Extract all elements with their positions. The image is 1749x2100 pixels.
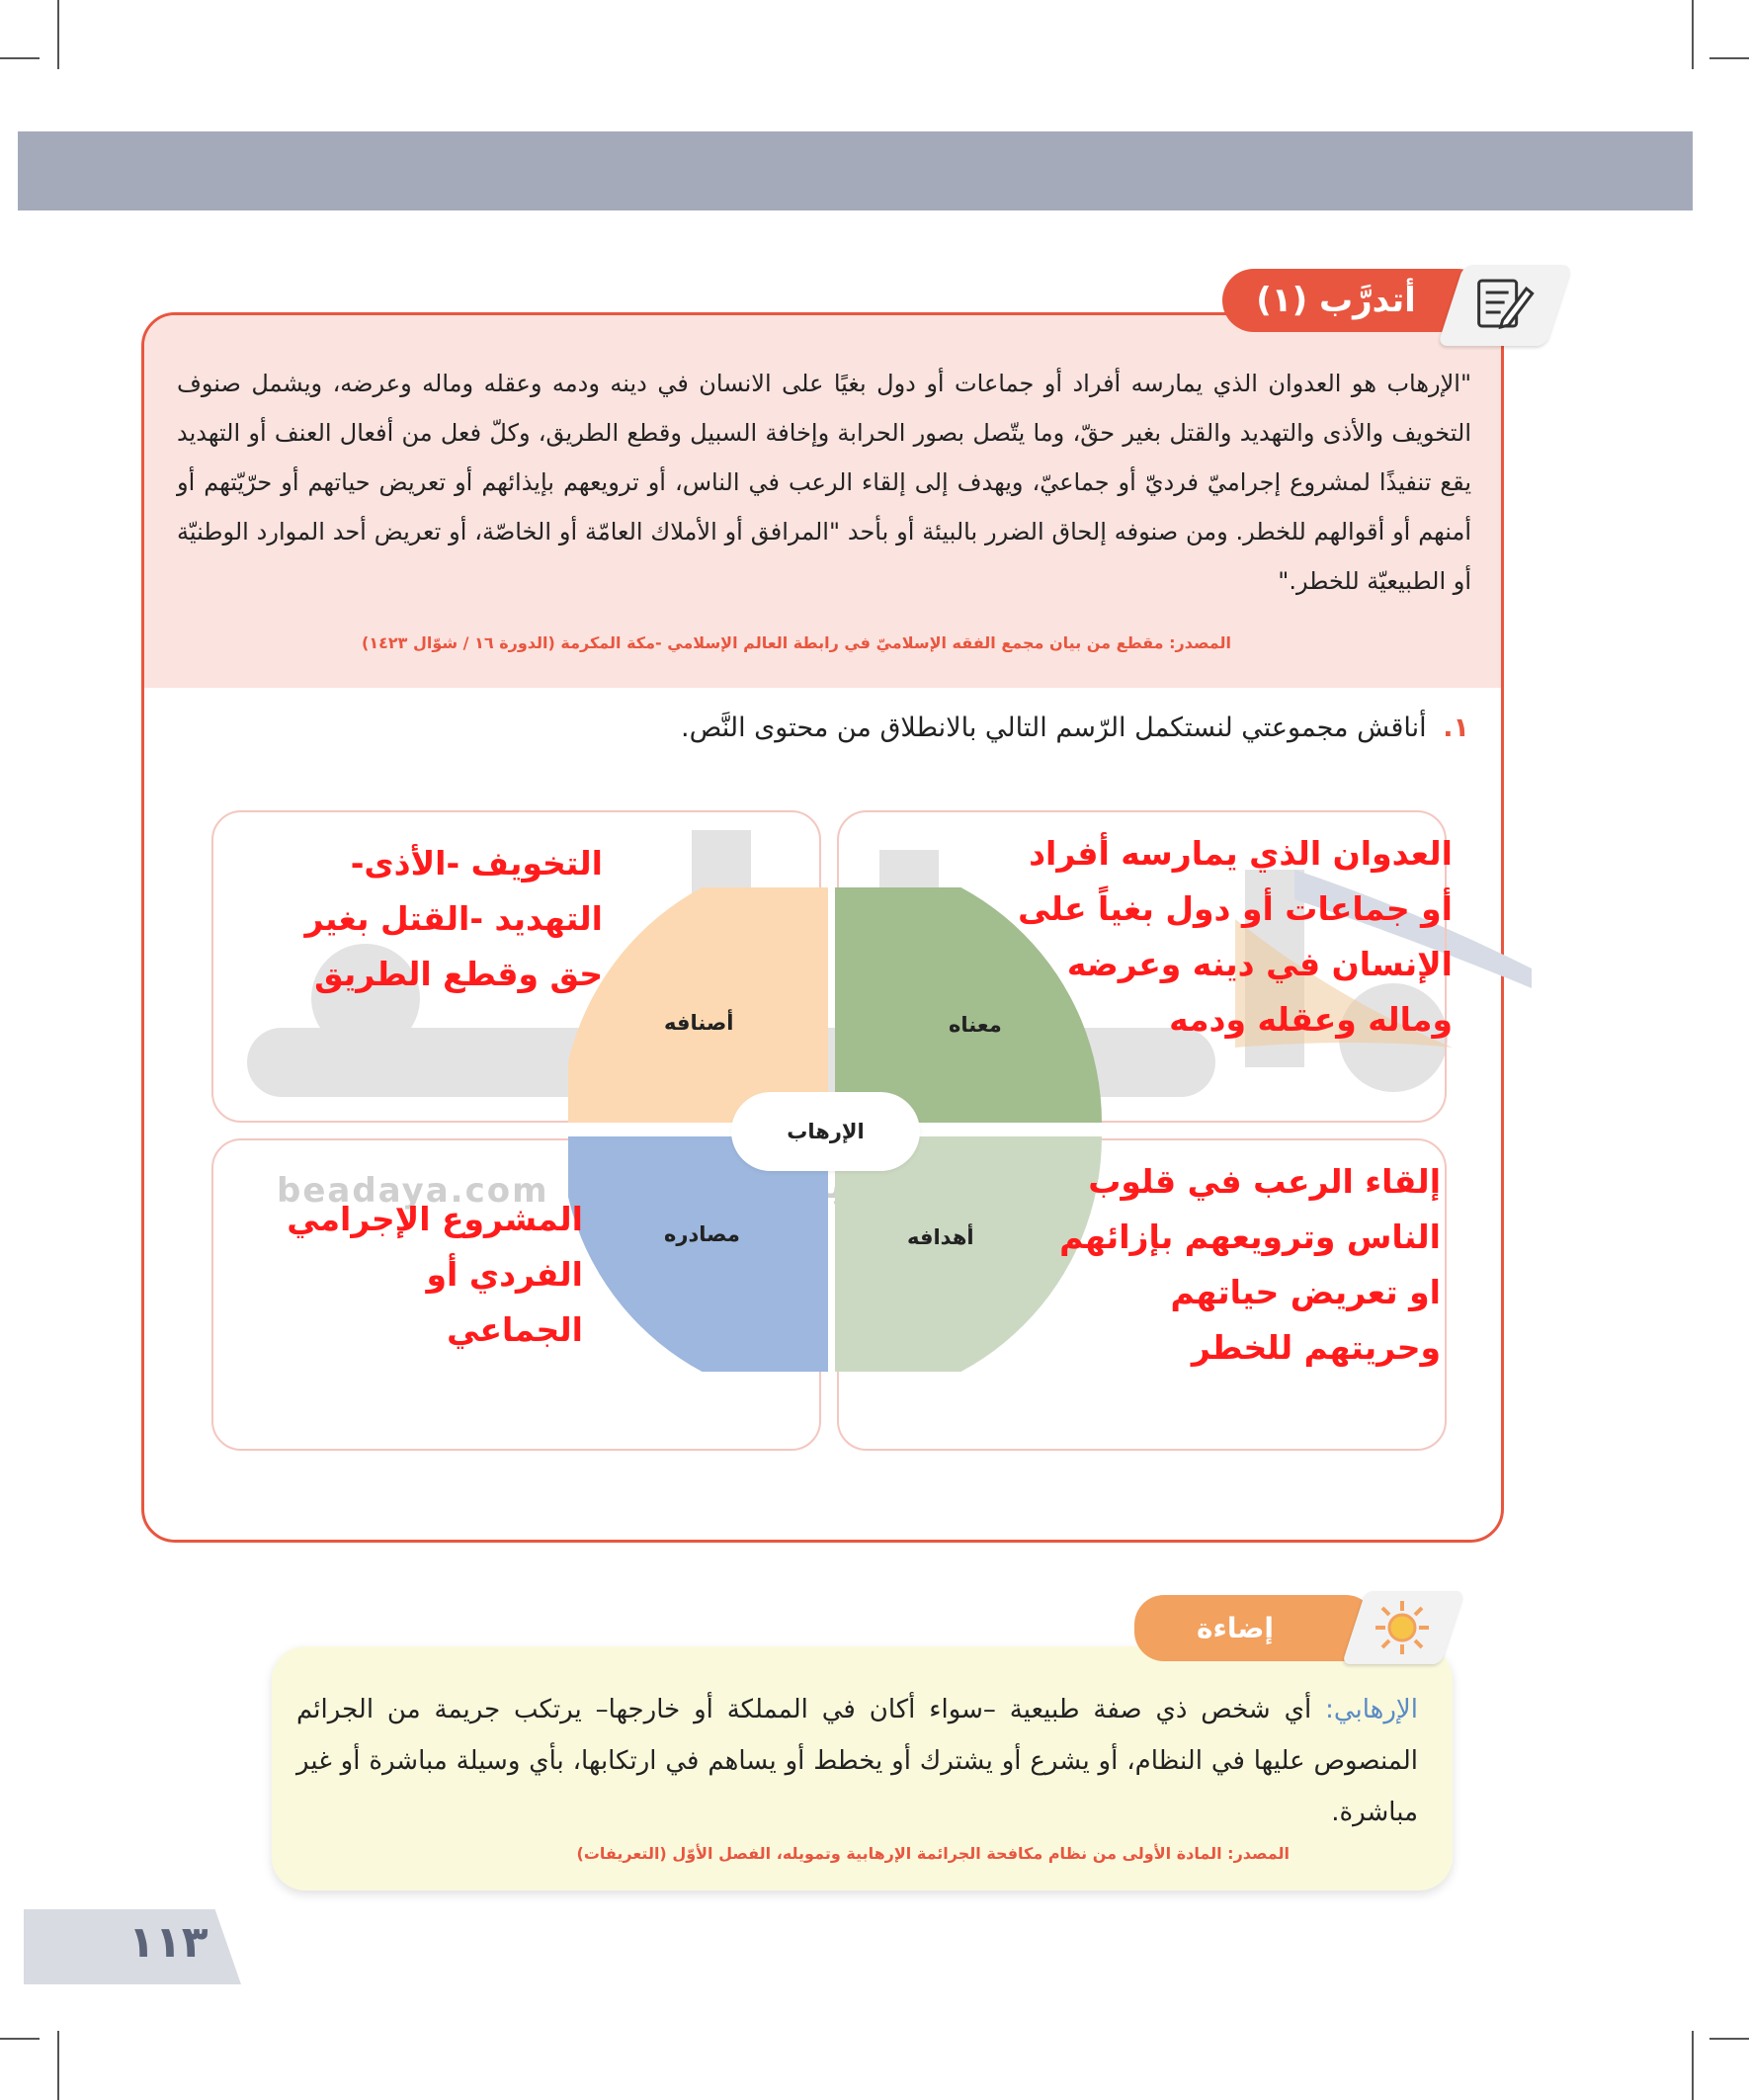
question bbox=[681, 713, 1469, 743]
quadrant-types bbox=[568, 887, 828, 1123]
notebook-pen-icon-svg bbox=[1473, 273, 1535, 334]
crop-mark bbox=[1709, 57, 1749, 59]
answer-meaning: العدوان الذي يمارسه أفراد أو جماعات أو دول بغياً على الإنسان في دينه وعرضه وماله وعقله ودمه bbox=[1018, 834, 1453, 1039]
idaa-title bbox=[1134, 1595, 1375, 1661]
answer-types: التخويف -الأذى- التهديد -القتل بغير حق وقطع الطريق bbox=[304, 844, 603, 993]
quadrant-meaning-label: معناه bbox=[949, 1013, 1002, 1037]
idaa-term: الإرهابي: bbox=[1325, 1695, 1418, 1724]
quadrant-types-label: أصنافه bbox=[664, 1011, 734, 1035]
idaa-title-text: إضاءة bbox=[1197, 1612, 1275, 1644]
idaa-source: المصدر: المادة الأولى من نظام مكافحة الجرائمة الإرهابية وتمويله، الفصل الأوّل (التعريفات) bbox=[576, 1844, 1290, 1863]
crop-mark bbox=[1692, 0, 1694, 69]
crop-mark bbox=[1692, 2031, 1694, 2100]
header-band bbox=[18, 131, 1693, 210]
answer-sources: المشروع الإجرامي الفردي أو الجماعي bbox=[287, 1200, 583, 1349]
crop-mark bbox=[57, 0, 59, 69]
quadrant-goals-label: أهدافه bbox=[907, 1225, 974, 1249]
crop-mark bbox=[1709, 2038, 1749, 2040]
quadrant-sources-label: مصادره bbox=[664, 1222, 740, 1246]
answer-goals: إلقاء الرعب في قلوب الناس وترويعهم بإزائهم او تعريض حياتهم وحريتهم للخطر bbox=[1059, 1162, 1441, 1367]
quote-text: "الإرهاب هو العدوان الذي يمارسه أفراد أو جماعات أو دول بغيًا على الانسان في دينه ودمه وعقله وماله وعرضه، ويشمل صنوف التخويف والأذى والتهديد والقتل بغير حقّ، وما يتّصل بصور الحرابة وإخافة السبيل وقطع الطريق، وكلّ فعل من أفعال العنف أو التهديد يقع تنفيذًا لمشروع إجراميّ فرديّ أو جماعيّ، ويهدف إلى إلقاء الرعب في الناس، أو ترويعهم بإيذائهم أو تعريض حياتهم أو حرّيّتهم أو أمنهم أو أقوالهم للخطر. ومن صنوفه إلحاق الضرر بالبيئة أو بأحد "المرافق أو الأملاك العامّة أو الخاصّة، أو تعريض أحد الموارد الوطنيّة أو الطبيعيّة للخطر." bbox=[177, 370, 1471, 595]
quadrant-sources bbox=[568, 1136, 828, 1372]
exercise-title-text: أتدرَّب (١) bbox=[1256, 281, 1416, 320]
sun-icon-svg bbox=[1374, 1599, 1431, 1656]
crop-mark bbox=[0, 57, 40, 59]
quote-source: المصدر: مقطع من بيان مجمع الفقه الإسلاميّ في رابطة العالم الإسلامي -مكة المكرمة (الدورة ١٦ / شوّال ١٤٢٣) bbox=[362, 633, 1231, 652]
page-number: ١١٣ bbox=[128, 1917, 208, 1968]
diagram-center bbox=[733, 1094, 918, 1169]
idaa-text bbox=[296, 1684, 1418, 1838]
idaa-box bbox=[272, 1646, 1453, 1890]
question-number: ١. bbox=[1443, 713, 1469, 743]
watermark-site: beadaya.com bbox=[277, 1171, 549, 1211]
diagram-center-label: الإرهاب bbox=[787, 1120, 865, 1143]
idaa-definition: أي شخص ذي صفة طبيعية –سواء أكان في المملكة أو خارجها– يرتكب جريمة من الجرائم المنصوص عليها في النظام، أو يشرع أو يشترك أو يخطط أو يساهم في ارتكابها، بأي وسيلة مباشرة أو غير مباشرة. bbox=[296, 1695, 1418, 1827]
question-text: أناقش مجموعتي لنستكمل الرّسم التالي بالانطلاق من محتوى النَّص. bbox=[681, 713, 1427, 743]
crop-mark bbox=[0, 2038, 40, 2040]
crop-mark bbox=[57, 2031, 59, 2100]
